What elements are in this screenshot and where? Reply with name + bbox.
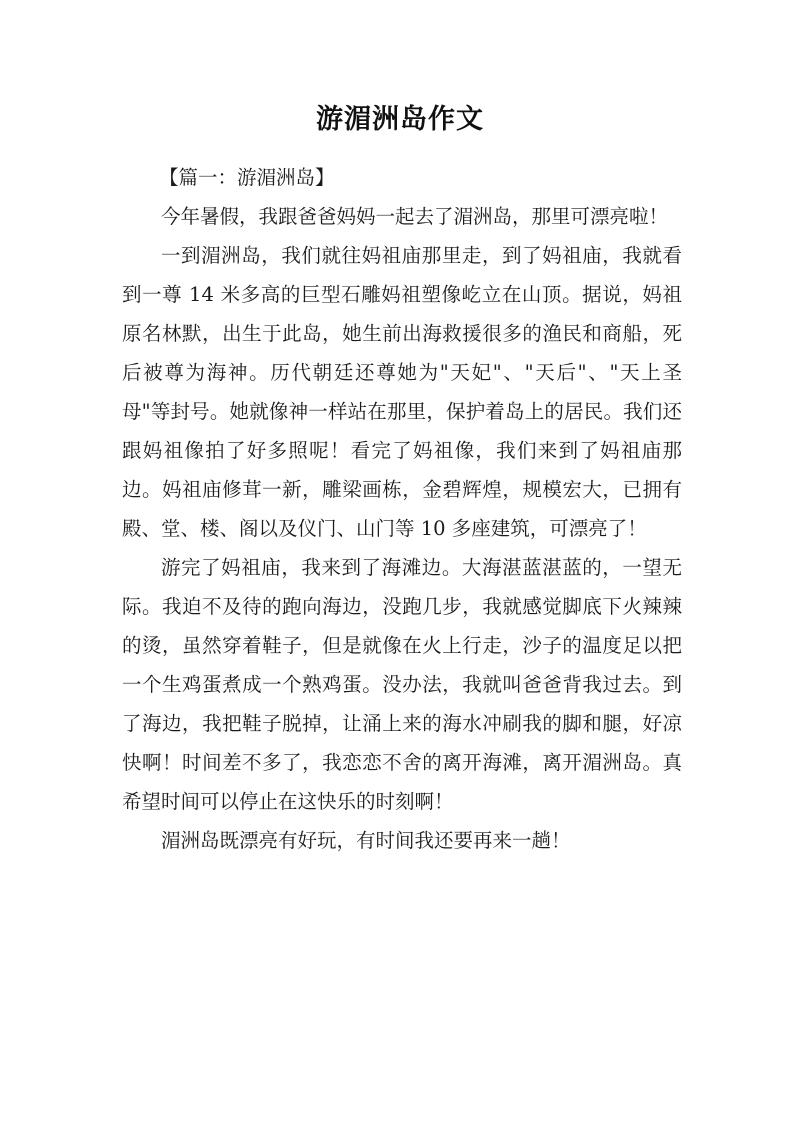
- document-body: [122, 158, 682, 860]
- document-title: 游湄洲岛作文: [316, 104, 484, 135]
- section-heading: 【篇一：游湄洲岛】: [159, 166, 335, 189]
- paragraph-1: 今年暑假，我跟爸爸妈妈一起去了湄洲岛，那里可漂亮啦！: [161, 205, 669, 228]
- paragraph-3: 游完了妈祖庙，我来到了海滩边。大海湛蓝湛蓝的，一望无际。我迫不及待的跑向海边，没跑几步，我就感觉脚底下火辣辣的烫，虽然穿着鞋子，但是就像在火上行走，沙子的温度足以把一个生鸡蛋煮成一个熟鸡蛋。没办法，我就叫爸爸背我过去。到了海边，我把鞋子脱掉，让涌上来的海水冲刷我的脚和腿，好凉快啊！时间差不多了，我恋恋不舍的离开海滩，离开湄洲岛。真希望时间可以停止在这快乐的时刻啊！: [122, 556, 682, 813]
- paragraph-4: 湄洲岛既漂亮有好玩，有时间我还要再来一趟！: [161, 829, 571, 852]
- paragraph-2: 一到湄洲岛，我们就往妈祖庙那里走，到了妈祖庙，我就看到一尊 14 米多高的巨型石雕妈祖塑像屹立在山顶。据说，妈祖原名林默，出生于此岛，她生前出海救援很多的渔民和商船，死后被尊为海神。历代朝廷还尊她为"天妃"、"天后"、"天上圣母"等封号。她就像神一样站在那里，保护着岛上的居民。我们还跟妈祖像拍了好多照呢！看完了妈祖像，我们来到了妈祖庙那边。妈祖庙修茸一新，雕梁画栋，金碧辉煌，规模宏大，已拥有殿、堂、楼、阁以及仪门、山门等 10 多座建筑，可漂亮了！: [122, 244, 682, 540]
